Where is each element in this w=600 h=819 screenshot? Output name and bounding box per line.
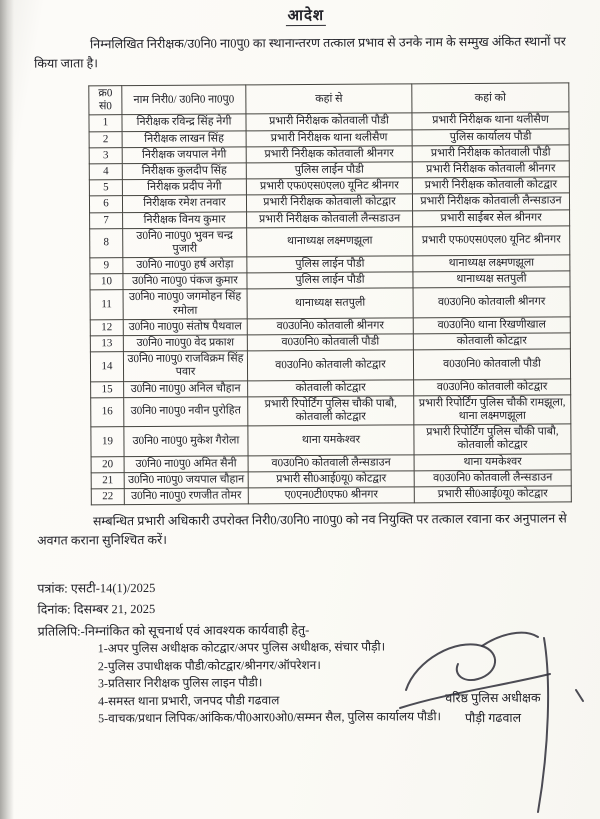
cell-to: प्रभारी निरीक्षक कोतवाली पौडी: [412, 145, 569, 162]
cell-serial: 7: [90, 212, 123, 228]
document-content: [34, 3, 582, 728]
letter-number: पत्रांक: एसटी-14(1)/2025: [37, 580, 156, 596]
cell-serial: 6: [89, 196, 122, 212]
signature-block: [408, 687, 578, 728]
copy-list-item: 3-प्रतिसार निरीक्षक पुलिस लाइन पौडी।: [97, 675, 263, 691]
cell-to: व0उ0नि0 कोतवाली पौडी: [413, 349, 570, 379]
cell-serial: 10: [90, 274, 123, 290]
cell-to: व0उ0नि0 कोतवाली श्रीनगर: [413, 287, 570, 317]
cell-name: उ0नि0 ना0पु0 राजविक्रम सिंह पवार: [123, 351, 247, 381]
cell-serial: 12: [90, 319, 123, 335]
cell-to: व0उ0नि0 कोतवाली कोटद्वार: [414, 378, 571, 395]
cell-from: प्रभारी एफ0एस0एल0 यूनिट श्रीनगर: [246, 178, 412, 195]
cell-from: कोतवाली कोटद्वार: [248, 379, 414, 396]
cell-from: पुलिस लाईन पौडी: [247, 272, 413, 289]
cell-from: प्रभारी निरीक्षक कोतवाली पौडी: [246, 113, 412, 130]
transfer-table-header: [89, 83, 569, 115]
cell-serial: 8: [90, 228, 123, 258]
cell-serial: 4: [89, 164, 122, 180]
header-name: नाम निरी0/ उ0नि0 ना0पु0: [122, 85, 246, 115]
table-row: [90, 287, 570, 319]
cell-name: उ0नि0 ना0पु0 पंकज कुमार: [123, 273, 247, 290]
cell-to: प्रभारी सी0आई0यू0 कोटद्वार: [414, 486, 571, 503]
cell-name: निरीक्षक लाखन सिंह: [122, 130, 246, 147]
cell-name: उ0नि0 ना0पु0 अमित सैनी: [124, 455, 248, 472]
cell-name: उ0नि0 ना0पु0 नवीन पुरोहित: [124, 397, 248, 427]
cell-serial: 11: [90, 290, 123, 320]
cell-to: पुलिस कार्यालय पौडी: [412, 128, 569, 145]
cell-name: उ0नि0 ना0पु0 अनिल चौहान: [124, 380, 248, 397]
cell-to: थाना यमकेश्वर: [414, 453, 571, 470]
cell-name: उ0नि0 ना0पु0 संतोष पैथवाल: [123, 319, 247, 336]
document-title: [34, 3, 578, 26]
cell-from: व0उ0नि0 कोतवाली कोटद्वार: [247, 350, 413, 380]
cell-serial: 1: [89, 115, 122, 131]
transfer-table-body: [89, 112, 571, 505]
signatory-place: पौड़ी गढवाल: [464, 710, 522, 726]
copy-list-item: 1-अपर पुलिस अधीक्षक कोटद्वार/अपर पुलिस अधीक्षक, संचार पौड़ी।: [97, 639, 386, 656]
cell-name: उ0नि0 ना0पु0 हर्ष अरोड़ा: [123, 257, 247, 274]
cell-from: प्रभारी निरीक्षक कोतवाली श्रीनगर: [246, 146, 412, 163]
signatory-designation: वरिष्ठ पुलिस अधीक्षक: [445, 690, 541, 706]
cell-from: व0उ0नि0 कोतवाली श्रीनगर: [247, 318, 413, 335]
cell-to: कोतवाली कोटद्वार: [413, 333, 570, 350]
cell-to: प्रभारी रिपोर्टिंग पुलिस चौकी रामझूला, थाना लक्ष्मणझूला: [414, 395, 571, 425]
copy-list-item: 4-समस्त थाना प्रभारी, जनपद पौडी गढवाल: [98, 692, 280, 708]
table-row: [91, 486, 571, 505]
cell-serial: 20: [91, 456, 124, 472]
cell-from: ए0एन0टी0एफ0 श्रीनगर: [248, 487, 414, 504]
cell-serial: 16: [91, 397, 124, 427]
cell-serial: 9: [90, 258, 123, 274]
cell-from: पुलिस लाईन पौडी: [247, 256, 413, 273]
header-from: कहां से: [246, 84, 412, 114]
cell-serial: 14: [90, 352, 123, 382]
copy-list-item: 5-वाचक/प्रधान लिपिक/आंकिक/पी0आर0ओ0/सम्मन सैल, पुलिस कार्यालय पौडी।: [98, 709, 442, 726]
cell-name: उ0नि0 ना0पु0 मुकेश गैरोला: [124, 426, 248, 456]
cell-serial: 21: [91, 472, 124, 488]
cell-to: प्रभारी निरीक्षक कोतवाली श्रीनगर: [412, 161, 569, 178]
copy-list-item: 2-पुलिस उपाधीक्षक पौडी/कोटद्वार/श्रीनगर/ऑपरेशन।: [97, 657, 321, 674]
header-serial: क्र0 सं0: [89, 86, 122, 116]
cell-to: थानाध्यक्ष सतपुली: [413, 271, 570, 288]
cell-to: प्रभारी रिपोर्टिंग पुलिस चौकी पाबौ, कोतवाली कोटद्वार: [414, 424, 571, 454]
closing-paragraph: सम्बन्धित प्रभारी अधिकारी उपरोक्त निरी0/उ0नि0 ना0पु0 को नव नियुक्ति पर तत्काल रवाना कर अनुपालन से अवगत कराना सुनिश्चित करें।: [37, 511, 567, 548]
cell-to: प्रभारी निरीक्षक थाना थलीसैण: [412, 112, 569, 129]
header-to: कहां को: [412, 83, 569, 113]
cell-to: व0उ0नि0 थाना रिखणीखाल: [413, 317, 570, 334]
cell-name: उ0नि0 ना0पु0 भुवन चन्द्र पुजारी: [123, 228, 247, 258]
copy-heading: प्रतिलिपि:-निम्नांकित को सूचनार्थ एवं आवश्यक कार्यवाही हेतु-: [37, 623, 310, 639]
cell-from: व0उ0नि0 कोतवाली लैन्सडाउन: [248, 454, 414, 471]
table-row: [91, 424, 571, 456]
cell-name: निरीक्षक कुलदीप सिंह: [122, 163, 246, 180]
cell-to: प्रभारी एफ0एस0एल0 यूनिट श्रीनगर: [413, 226, 570, 256]
scan-edge-shadow: [0, 0, 14, 819]
cell-name: निरीक्षक प्रदीप नेगी: [122, 179, 246, 196]
cell-serial: 15: [91, 381, 124, 397]
cell-to: थानाध्यक्ष लक्ष्मणझूला: [413, 255, 570, 272]
cell-serial: 13: [90, 336, 123, 352]
table-row: [90, 349, 570, 381]
cell-serial: 2: [89, 131, 122, 147]
cell-to: प्रभारी निरीक्षक कोतवाली कोटद्वार: [412, 177, 569, 194]
cell-serial: 5: [89, 180, 122, 196]
cell-serial: 3: [89, 147, 122, 163]
cell-from: पुलिस लाईन पौडी: [246, 162, 412, 179]
cell-from: व0उ0नि0 कोतवाली पौडी: [247, 334, 413, 351]
cell-name: उ0नि0 ना0पु0 वेद प्रकाश: [123, 335, 247, 352]
cell-name: निरीक्षक रविन्द्र सिंह नेगी: [122, 114, 246, 131]
cell-from: प्रभारी निरीक्षक थाना थलीसैण: [246, 129, 412, 146]
cell-from: थाना यमकेश्वर: [248, 425, 414, 455]
cell-from: थानाध्यक्ष लक्ष्मणझूला: [247, 227, 413, 257]
transfer-table: [88, 82, 572, 505]
cell-from: प्रभारी रिपोर्टिंग पुलिस चौकी पाबौ, कोतवाली कोटद्वार: [248, 396, 414, 426]
letter-date: दिनांक: दिसम्बर 21, 2025: [37, 602, 156, 618]
cell-to: व0उ0नि0 कोतवाली लैन्सडाउन: [414, 470, 571, 487]
table-row: [91, 395, 571, 427]
cell-from: थानाध्यक्ष सतपुली: [247, 288, 413, 318]
table-row: [90, 226, 570, 258]
intro-paragraph: निम्नलिखित निरीक्षक/उ0नि0 ना0पु0 का स्थानान्तरण तत्काल प्रभाव से उनके नाम के सम्मुख अंकित स्थानों पर किया जाता है।: [34, 34, 566, 71]
cell-name: उ0नि0 ना0पु0 जयपाल चौहान: [124, 472, 248, 489]
cell-name: उ0नि0 ना0पु0 जगमोहन सिंह रमोला: [123, 289, 247, 319]
cell-to: प्रभारी निरीक्षक कोतवाली लैन्सडाउन: [412, 193, 569, 210]
cell-from: प्रभारी निरीक्षक कोतवाली कोटद्वार: [246, 194, 412, 211]
document-title-text: आदेश: [286, 8, 327, 26]
cell-serial: 22: [91, 488, 124, 504]
cell-from: प्रभारी सी0आई0यू0 कोटद्वार: [248, 471, 414, 488]
cell-name: निरीक्षक विनय कुमार: [123, 211, 247, 228]
cell-from: प्रभारी निरीक्षक कोतवाली लैन्सडाउन: [247, 210, 413, 227]
cell-serial: 19: [91, 427, 124, 457]
cell-name: निरीक्षक रमेश तनवार: [122, 195, 246, 212]
cell-to: प्रभारी साईबर सेल श्रीनगर: [413, 209, 570, 226]
cell-name: निरीक्षक जयपाल नेगी: [122, 147, 246, 164]
cell-name: उ0नि0 ना0पु0 रणजीत तोमर: [124, 488, 248, 505]
